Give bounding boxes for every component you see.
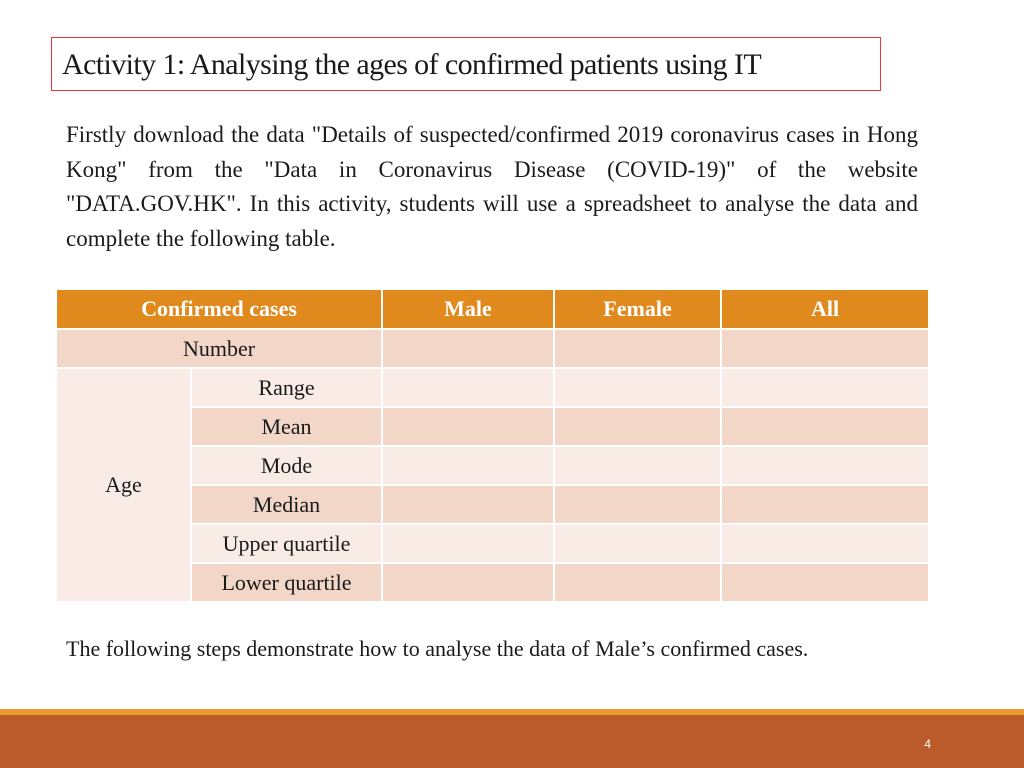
cell-upper-quartile-male xyxy=(382,524,554,563)
table-row-number xyxy=(56,329,929,368)
header-all: All xyxy=(721,289,929,329)
cell-range-male xyxy=(382,368,554,407)
table-row-range xyxy=(56,368,929,407)
cell-range-female xyxy=(554,368,721,407)
slide-title: Activity 1: Analysing the ages of confirmed patients using IT xyxy=(62,48,762,81)
cell-median-all xyxy=(721,485,929,524)
cell-upper-quartile-female xyxy=(554,524,721,563)
row-label-median: Median xyxy=(191,485,382,524)
row-label-lower-quartile: Lower quartile xyxy=(191,563,382,602)
cell-lower-quartile-male xyxy=(382,563,554,602)
header-confirmed-cases: Confirmed cases xyxy=(56,289,382,329)
header-female: Female xyxy=(554,289,721,329)
cell-mean-all xyxy=(721,407,929,446)
table-header-row xyxy=(56,289,929,329)
footer-bar xyxy=(0,715,1024,768)
cell-number-male xyxy=(382,329,554,368)
cell-mode-all xyxy=(721,446,929,485)
title-box xyxy=(51,37,881,91)
steps-note: The following steps demonstrate how to analyse the data of Male’s confirmed cases. xyxy=(66,636,809,661)
cell-median-male xyxy=(382,485,554,524)
row-label-age: Age xyxy=(56,368,191,602)
row-label-mode: Mode xyxy=(191,446,382,485)
cell-lower-quartile-female xyxy=(554,563,721,602)
row-label-mean: Mean xyxy=(191,407,382,446)
cell-range-all xyxy=(721,368,929,407)
cell-mode-male xyxy=(382,446,554,485)
intro-paragraph: Firstly download the data "Details of suspected/confirmed 2019 coronavirus cases in Hong Kong" from the "Data in Coronavirus Disease (COVID-19)" of the website "DATA.GOV.HK". In this activity, students will use a spreadsheet to analyse the data and complete the following table. xyxy=(66,122,918,251)
cell-number-all xyxy=(721,329,929,368)
cell-mean-male xyxy=(382,407,554,446)
row-label-number: Number xyxy=(56,329,382,368)
analysis-table xyxy=(55,288,930,603)
cell-mode-female xyxy=(554,446,721,485)
page-number: 4 xyxy=(924,737,931,751)
cell-median-female xyxy=(554,485,721,524)
row-label-range: Range xyxy=(191,368,382,407)
cell-upper-quartile-all xyxy=(721,524,929,563)
header-male: Male xyxy=(382,289,554,329)
row-label-upper-quartile: Upper quartile xyxy=(191,524,382,563)
cell-lower-quartile-all xyxy=(721,563,929,602)
cell-number-female xyxy=(554,329,721,368)
cell-mean-female xyxy=(554,407,721,446)
